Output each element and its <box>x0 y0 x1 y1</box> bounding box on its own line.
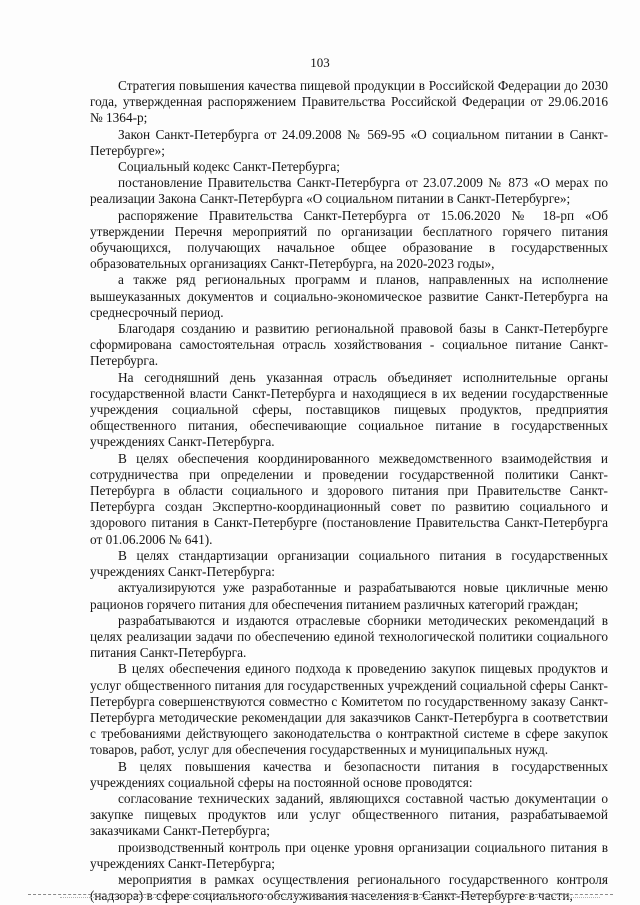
paragraph-regional-programs: а также ряд региональных программ и планов, направленных на исполнение вышеуказанных документов и социально-экономическое развитие Санкт-Петербурга на среднесрочный период. <box>90 272 608 320</box>
paragraph-recommendations: разрабатываются и издаются отраслевые сборники методических рекомендаций в целях реализации задачи по обеспечению единой технологической политики социального питания Санкт-Петербурга. <box>90 612 608 661</box>
scan-edge-line <box>28 894 613 895</box>
paragraph-quality-safety: В целях повышения качества и безопасности питания в государственных учреждениях социальной сферы на постоянной основе проводятся: <box>90 758 608 790</box>
paragraph-resolution-873: постановление Правительства Санкт-Петербурга от 23.07.2009 № 873 «О мерах по реализации Закона Санкт-Петербурга «О социальном питании в Санкт-Петербурге»; <box>90 175 608 207</box>
paragraph-production-control: производственный контроль при оценке уровня организации социального питания в учреждениях Санкт-Петербурга; <box>90 839 608 871</box>
paragraph-legal-base: Благодаря созданию и развитию региональной правовой базы в Санкт-Петербурге сформирована самостоятельная отрасль хозяйствования - социальное питание Санкт-Петербурга. <box>90 321 608 369</box>
paragraph-procurement: В целях обеспечения единого подхода к проведению закупок пищевых продуктов и услуг общественного питания для государственных учреждений социальной сферы Санкт-Петербурга совершенствуются совместно с Комитетом по государственному заказу Санкт-Петербурга методические рекомендации для заказчиков Санкт-Петербурга в соответствии с требованиями действующего законодательства о контрактной системе в сфере закупок товаров, работ, услуг для обеспечения государственных и муниципальных нужд. <box>90 661 608 758</box>
paragraph-expert-council: В целях обеспечения координированного межведомственного взаимодействия и сотрудничества при определении и проведении государственной политики Санкт-Петербурга в области социального и здорового питания при Правительстве Санкт-Петербурга создан Экспертно-координационный совет по развитию социального и здорового питания в Санкт-Петербурге (постановление Правительства Санкт-Петербурга от 01.06.2006 № 641). <box>90 450 608 547</box>
paragraph-law-social-nutrition: Закон Санкт-Петербурга от 24.09.2008 № 569-95 «О социальном питании в Санкт-Петербурге»; <box>90 126 608 158</box>
document-body <box>90 78 608 904</box>
paragraph-industry-today: На сегодняшний день указанная отрасль объединяет исполнительные органы государственной власти Санкт-Петербурга и находящиеся в их ведении государственные учреждения социальной сферы, поставщиков пищевых продуктов, предприятия общественного питания, обеспечивающие социальное питание в государственных учреждениях Санкт-Петербурга. <box>90 369 608 450</box>
paragraph-menus: актуализируются уже разработанные и разрабатываются новые цикличные меню рационов горячего питания для обеспечения питанием различных категорий граждан; <box>90 580 608 612</box>
paragraph-regional-control: мероприятия в рамках осуществления регионального государственного контроля (надзора) в сфере социального обслуживания населения в Санкт-Петербурге в части, <box>90 871 608 904</box>
paragraph-technical-specs: согласование технических заданий, являющихся составной частью документации о закупке пищевых продуктов или услуг общественного питания, разрабатываемой заказчиками Санкт-Петербурга; <box>90 790 608 839</box>
scan-edge-line-secondary <box>60 897 600 898</box>
paragraph-strategy: Стратегия повышения качества пищевой продукции в Российской Федерации до 2030 года, утвержденная распоряжением Правительства Российской Федерации от 29.06.2016 № 1364-р; <box>90 78 608 126</box>
paragraph-order-18rp: распоряжение Правительства Санкт-Петербурга от 15.06.2020 № 18-рп «Об утверждении Перечня мероприятий по организации бесплатного горячего питания обучающихся, получающих начальное общее образование в государственных образовательных организациях Санкт-Петербурга, на 2020-2023 годы», <box>90 207 608 272</box>
page-number: 103 <box>310 55 330 70</box>
paragraph-social-code: Социальный кодекс Санкт-Петербурга; <box>118 159 340 175</box>
paragraph-standardization: В целях стандартизации организации социального питания в государственных учреждениях Санкт-Петербурга: <box>90 547 608 580</box>
